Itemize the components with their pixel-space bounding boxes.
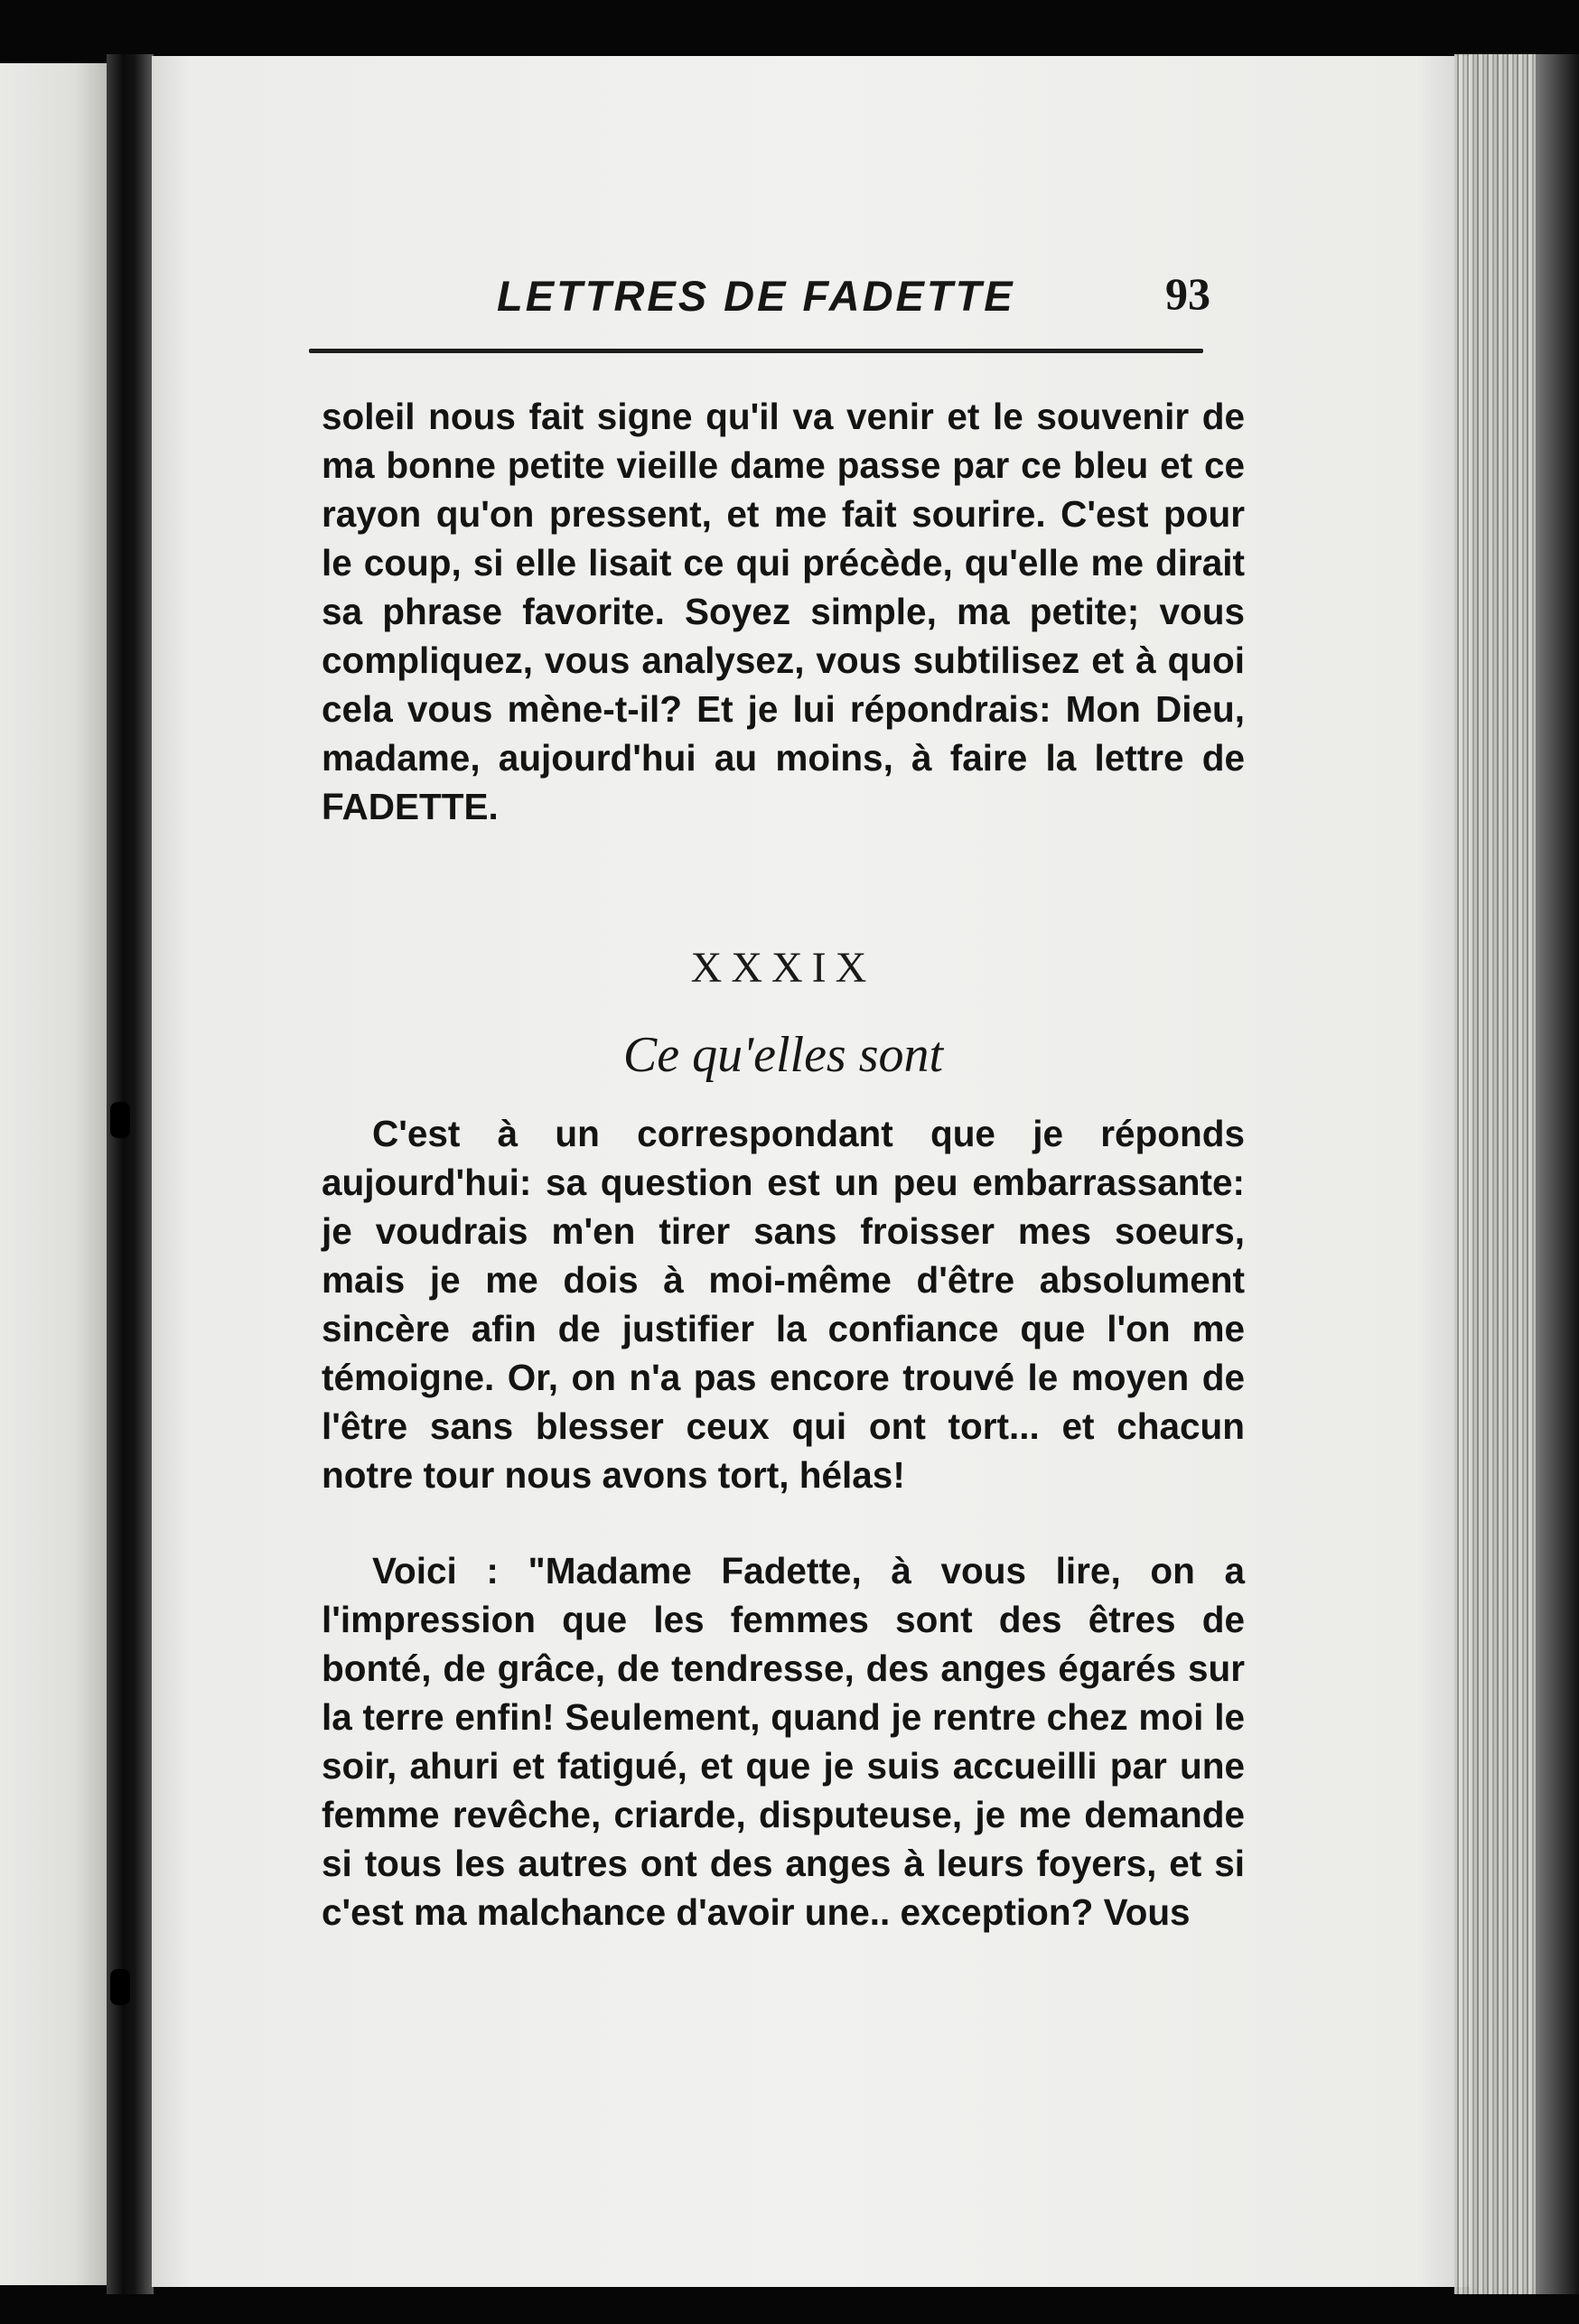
- header-rule: [309, 349, 1203, 353]
- page-number: 93: [1165, 268, 1210, 319]
- paragraph: Voici : "Madame Fadette, à vous lire, on a l'impression que les femmes sont des êtres de bonté, de grâce, de tendresse, des anges égarés sur la terre enfin! Seulement, quand je rentre chez moi le soir, ahuri et fatigué, et que je suis accueilli par une femme revêche, criarde, disputeuse, je me demande si tous les autres ont des anges à leurs foyers, et si c'est ma malchance d'avoir une.. exception? Vous: [322, 1550, 1245, 1933]
- facing-page-edge: [0, 63, 107, 2285]
- continuation-paragraph: soleil nous fait signe qu'il va venir et le souvenir de ma bonne petite vieille dame passe par ce bleu et ce rayon qu'on pressent, et me fait sourire. C'est pour le coup, si elle lisait ce qui précède, qu'elle me dirait sa phrase favorite. Soyez simple, ma petite; vous compliquez, vous analysez, vous subtilisez et à quoi cela vous mène-t-il? Et je lui répondrais: Mon Dieu, madame, aujourd'hui au moins, à faire la lettre de FADETTE.: [322, 396, 1245, 827]
- chapter-number: XXXIX: [690, 944, 876, 992]
- page-header: [307, 267, 1219, 331]
- binding-mark: [110, 1969, 130, 2005]
- chapter-title: Ce qu'elles sont: [622, 1027, 944, 1083]
- page-stack-shadow: [1536, 54, 1579, 2294]
- paragraph: C'est à un correspondant que je réponds aujourd'hui: sa question est un peu embarrassante: je voudrais m'en tirer sans froisser mes soeurs, mais je me dois à moi-même d'être absolument sincère afin de justifier la confiance que l'on me témoigne. Or, on n'a pas encore trouvé le moyen de l'être sans blesser ceux qui ont tort... et chacun notre tour nous avons tort, hélas!: [322, 1113, 1245, 1496]
- book-gutter: [107, 54, 154, 2294]
- binding-mark: [110, 1102, 130, 1138]
- running-title: LETTRES DE FADETTE: [497, 272, 1015, 320]
